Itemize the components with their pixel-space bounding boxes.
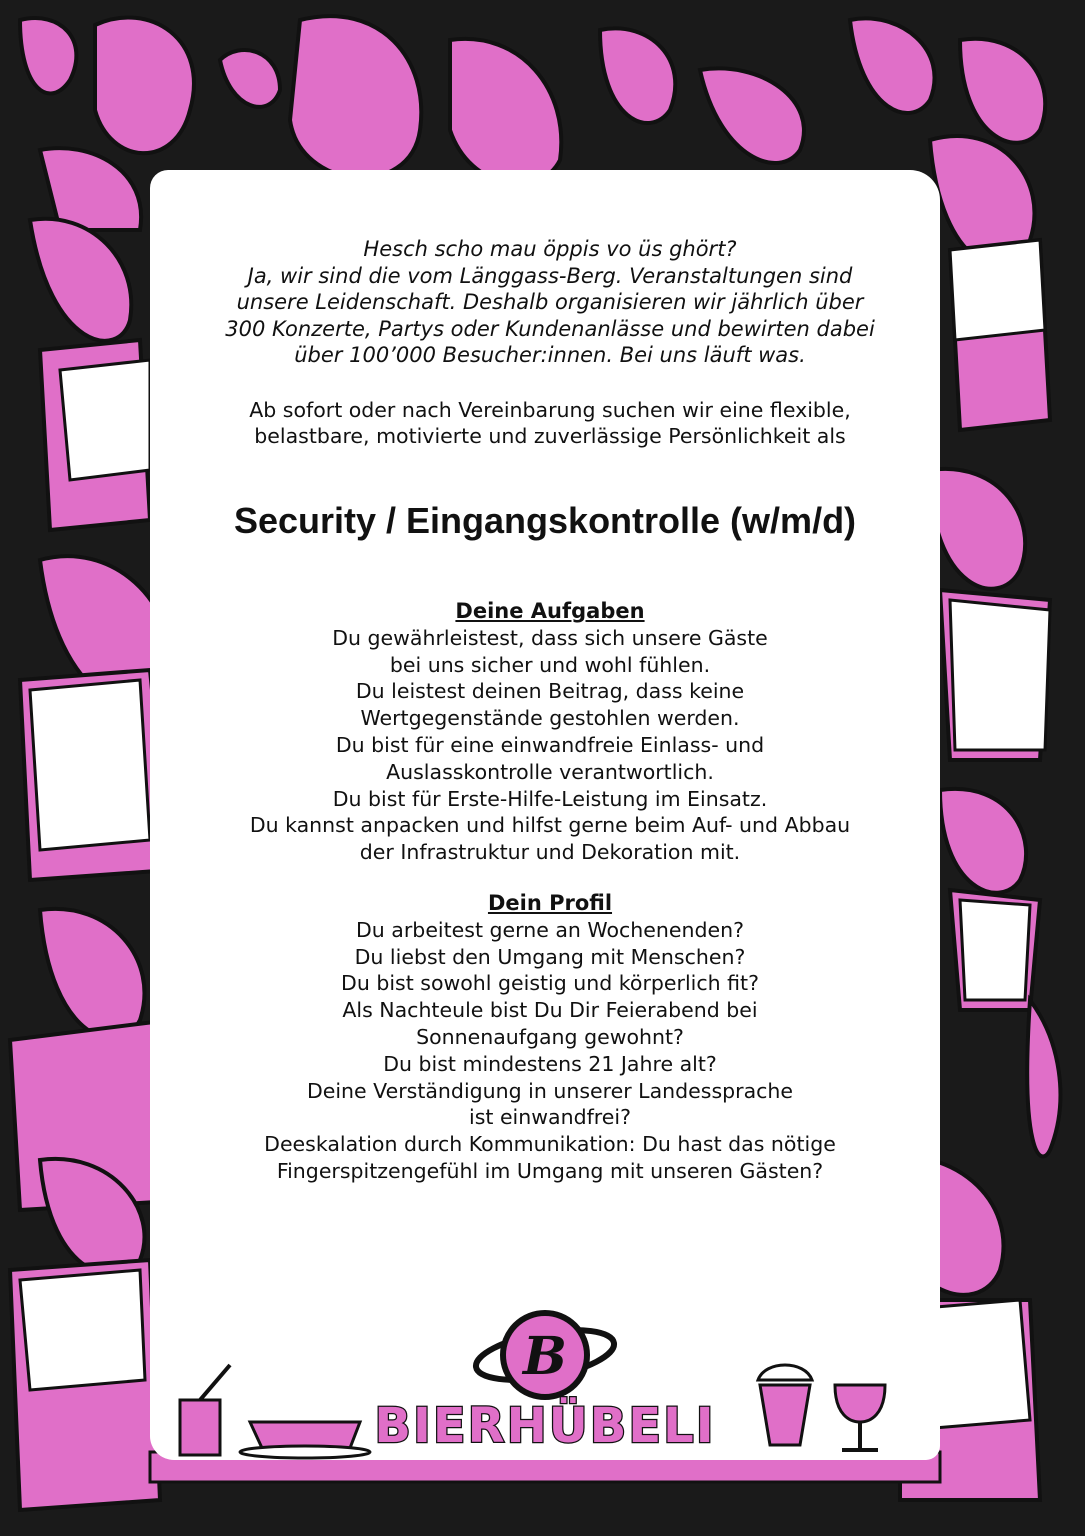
task-line: Auslasskontrolle verantwortlich. [386, 759, 714, 784]
intro-line: Hesch scho mau öppis vo üs ghört? [363, 237, 737, 261]
task-line: Du bist für Erste-Hilfe-Leistung im Einsatz. [332, 786, 768, 811]
task-line: Wertgegenstände gestohlen werden. [360, 706, 740, 731]
task-line: der Infrastruktur und Dekoration mit. [359, 840, 741, 865]
intro-line: 300 Konzerte, Partys oder Kundenanlässe und bewirten dabei [225, 316, 875, 341]
task-line: Du kannst anpacken und hilfst gerne beim Auf- und Abbau [249, 813, 851, 838]
intro-line: Ja, wir sind die vom Länggass-Berg. Veranstaltungen sind [247, 263, 853, 288]
intro-line: unsere Leidenschaft. Deshalb organisieren wir jährlich über [236, 290, 864, 314]
wine-glass-icon [835, 1385, 885, 1422]
logo-monogram: B [523, 1326, 567, 1387]
profile-line: Du liebst den Umgang mit Menschen? [354, 944, 746, 969]
beer-glass-icon [760, 1385, 810, 1445]
logo-wordmark: BIERHÜBELI [374, 1398, 716, 1454]
tasks-section [190, 598, 910, 866]
task-line: Du leistest deinen Beitrag, dass keine [355, 679, 745, 704]
profile-line: Deine Verständigung in unserer Landessprache [306, 1078, 794, 1103]
profile-line: ist einwandfrei? [469, 1105, 631, 1130]
bar-props [170, 1360, 930, 1460]
profile-line: Deeskalation durch Kommunikation: Du hast das nötige [264, 1132, 836, 1157]
task-line: bei uns sicher und wohl fühlen. [389, 652, 711, 677]
profile-section [190, 890, 910, 1185]
drink-glass-icon [180, 1400, 220, 1455]
job-title: Security / Eingangskontrolle (w/m/d) [233, 500, 857, 541]
profile-heading: Dein Profil [487, 891, 613, 915]
search-text [190, 397, 910, 449]
coffee-cup-icon [250, 1422, 360, 1448]
profile-line: Du bist sowohl geistig und körperlich fit? [341, 971, 759, 996]
search-line: belastbare, motivierte und zuverlässige Persönlichkeit als [254, 424, 846, 448]
profile-line: Du bist mindestens 21 Jahre alt? [383, 1051, 717, 1076]
profile-line: Sonnenaufgang gewohnt? [416, 1024, 684, 1049]
intro-text [190, 236, 910, 369]
profile-line: Als Nachteule bist Du Dir Feierabend bei [342, 998, 758, 1023]
tasks-heading: Deine Aufgaben [455, 599, 645, 623]
profile-line: Du arbeitest gerne an Wochenenden? [356, 917, 744, 942]
intro-line: über 100’000 Besucher:innen. Bei uns läuft was. [294, 343, 806, 367]
search-line: Ab sofort oder nach Vereinbarung suchen wir eine flexible, [249, 398, 851, 422]
task-line: Du bist für eine einwandfreie Einlass- und [335, 732, 765, 757]
profile-line: Fingerspitzengefühl im Umgang mit unseren Gästen? [276, 1158, 824, 1183]
task-line: Du gewährleistest, dass sich unsere Gäste [332, 625, 768, 650]
